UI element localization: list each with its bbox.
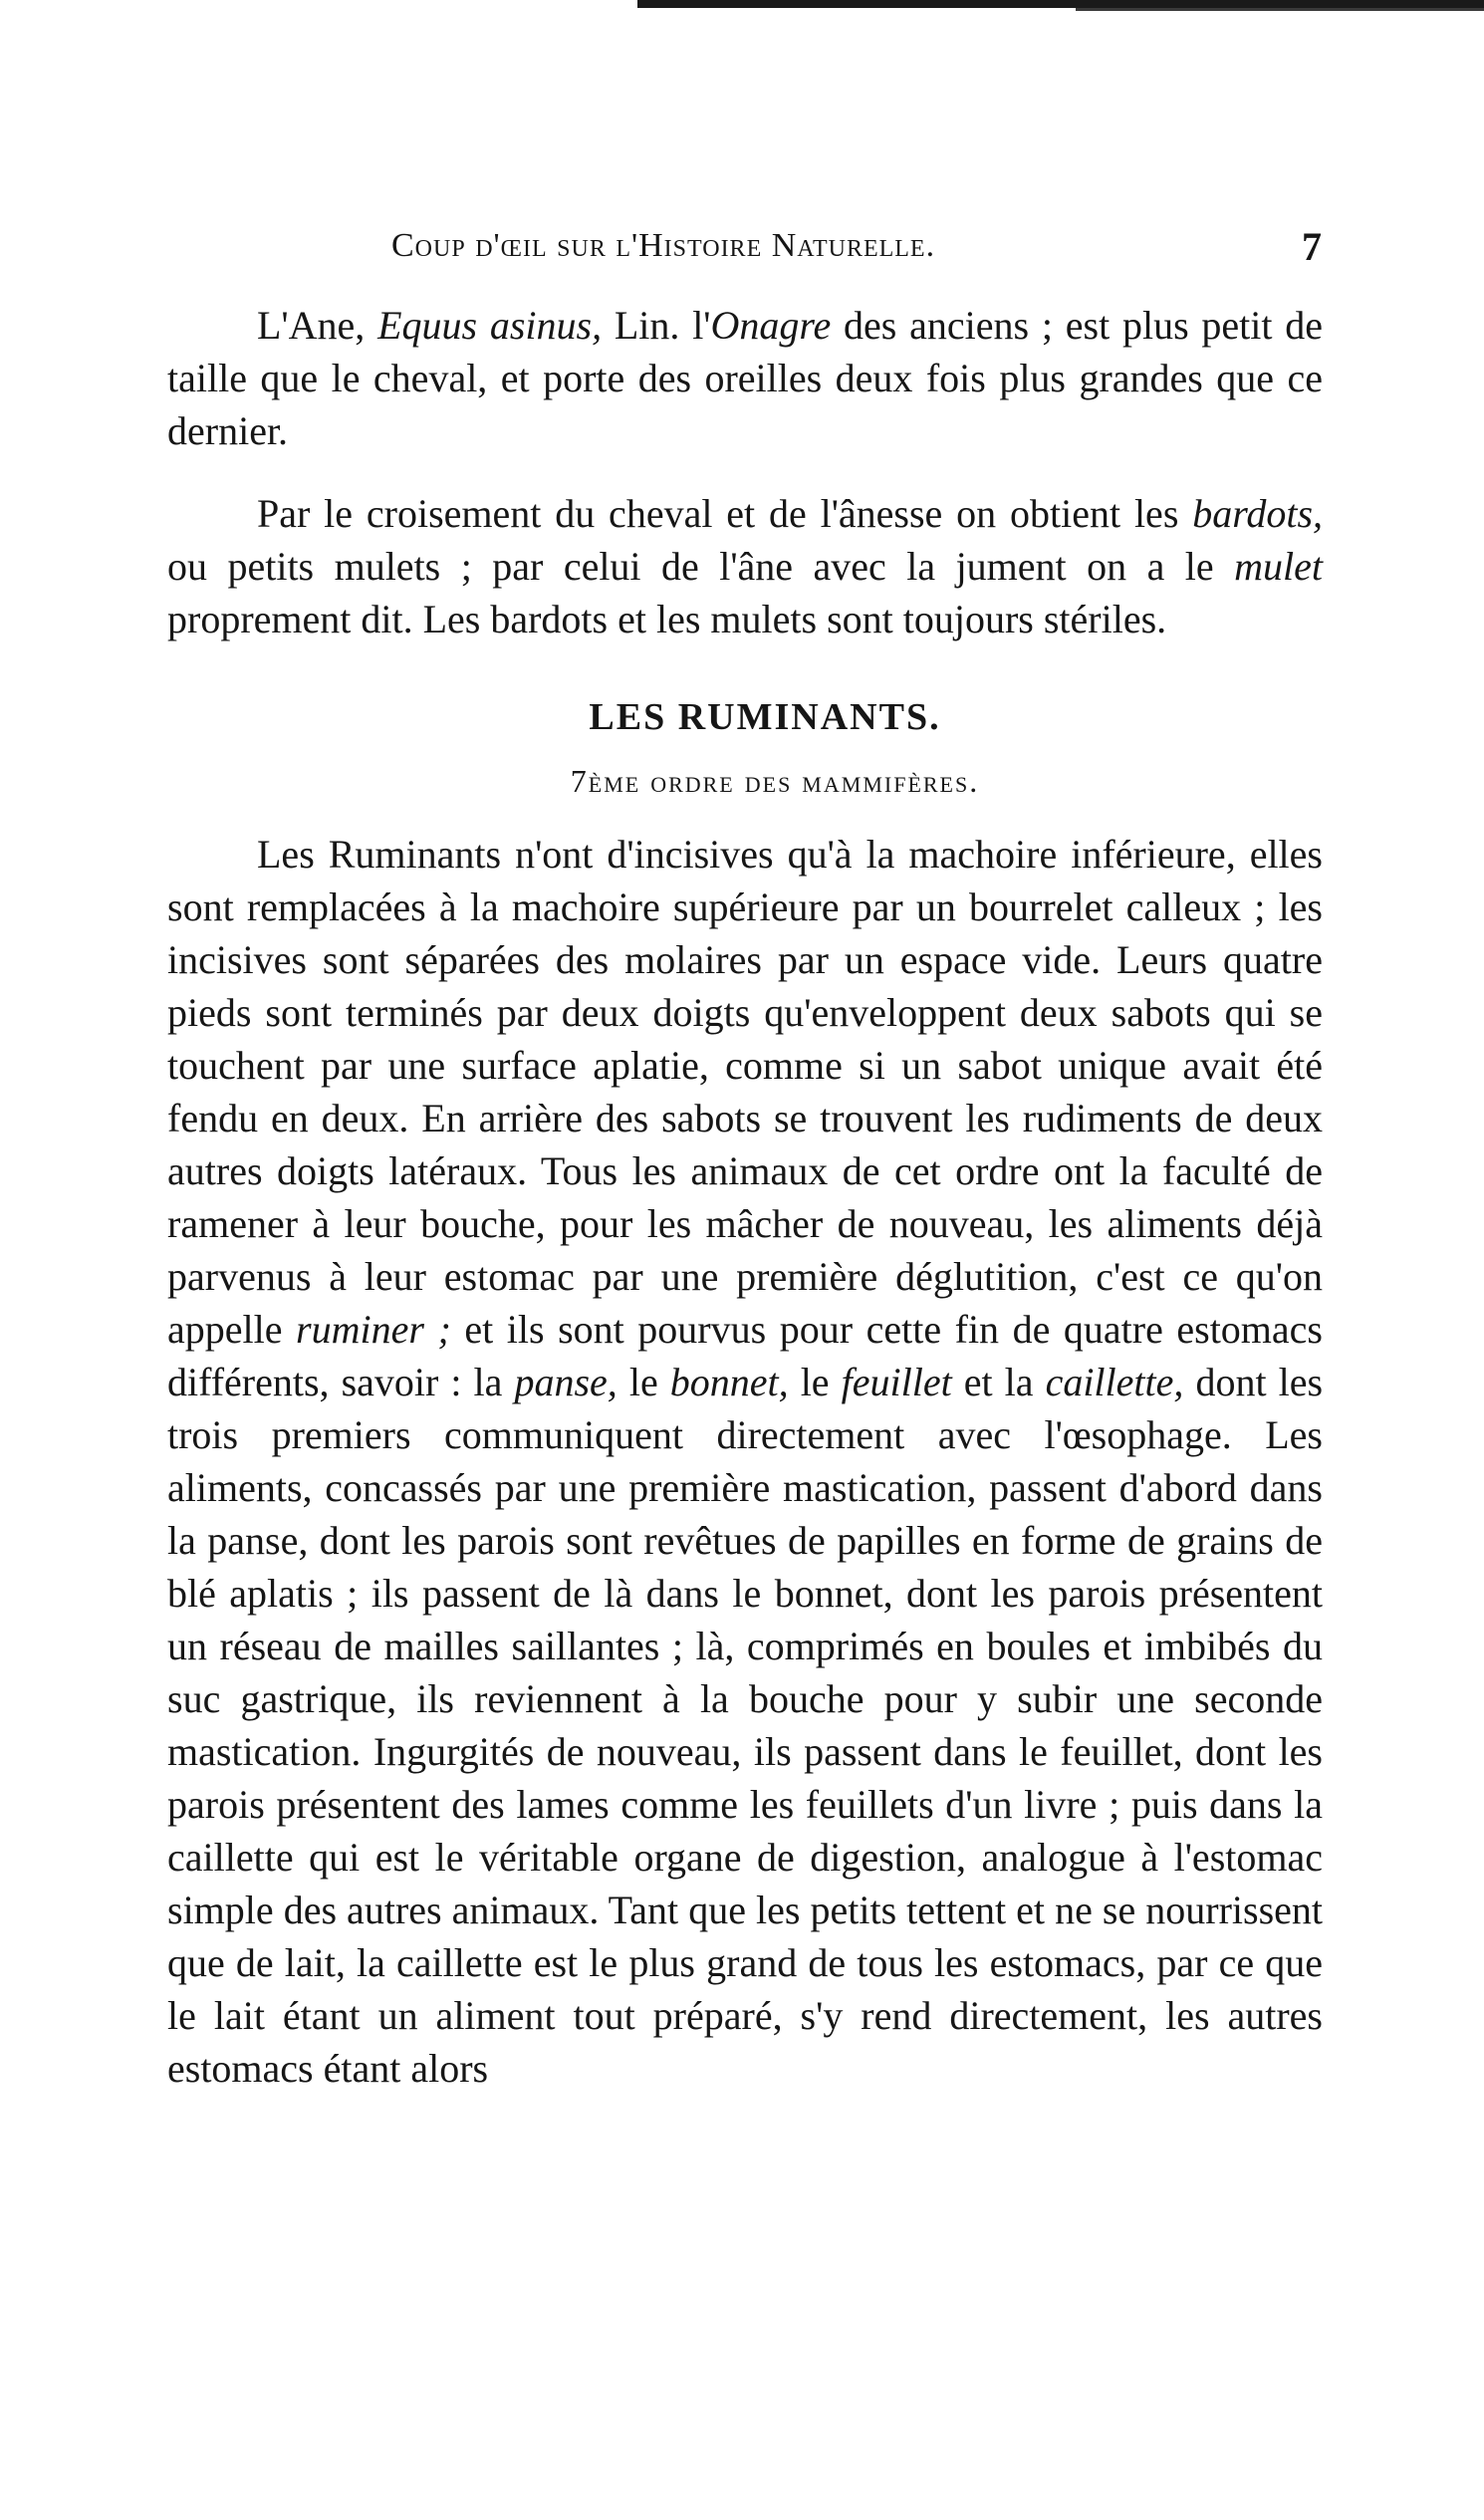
term-caillette: caillette, xyxy=(1045,1360,1184,1404)
text: dont les trois premiers communiquent directement avec l'œsophage. Les aliments, concassés par une première mastication, passent d'abord dans la panse, dont les parois sont revêtues de papilles en forme de grains de blé aplatis ; ils passent de là dans le bonnet, dont les parois présentent un réseau de mailles saillantes ; là, comprimés en boules et imbibés du suc gastrique, ils reviennent à la bouche pour y subir une seconde mastication. Ingurgités de nouveau, ils passent dans le feuillet, dont les parois présentent des lames comme les feuillets d'un livre ; puis dans la caillette qui est le véritable organe de digestion, analogue à l'estomac simple des autres animaux. Tant que les petits tettent et ne se nourrissent que de lait, la caillette est le plus grand de tous les estomacs, par ce que le lait étant un aliment tout préparé, s'y rend directement, les autres estomacs étant alors xyxy=(167,1360,1324,2091)
top-edge-rule xyxy=(637,0,1484,8)
term-onagre: Onagre xyxy=(710,303,832,348)
top-edge-rule-shadow xyxy=(1076,8,1484,11)
text: le xyxy=(800,1360,830,1404)
term-panse: panse, xyxy=(514,1360,618,1404)
text: et la xyxy=(963,1360,1034,1404)
paragraph-ane xyxy=(167,299,1323,457)
term-bardots: bardots, xyxy=(1192,491,1324,536)
term-bonnet: bonnet, xyxy=(669,1360,789,1404)
text: des anciens ; est plus petit de taille que le cheval, et porte des oreilles deux fois plus grandes que ce dernier. xyxy=(167,303,1324,453)
book-page xyxy=(167,209,1323,2095)
latin-name: Equus asinus, xyxy=(377,303,603,348)
paragraph-ruminants xyxy=(167,828,1323,2095)
section-heading: LES RUMINANTS. xyxy=(589,696,941,738)
term-ane: L'Ane, xyxy=(257,303,366,348)
section-subheading: 7ème ordre des mammifères. xyxy=(570,763,980,799)
running-head xyxy=(167,209,1323,269)
term-feuillet: feuillet xyxy=(841,1360,952,1404)
text: le xyxy=(628,1360,658,1404)
text: et ils sont pourvus pour cette fin de quatre estomacs différents, savoir : la xyxy=(167,1307,1323,1404)
text: Les Ruminants n'ont d'incisives qu'à la machoire inférieure, elles sont remplacées à la machoire supérieure par un bourrelet calleux ; les incisives sont séparées des molaires par un espace vide. Leurs quatre pieds sont terminés par deux doigts qu'enveloppent deux sabots qui se touchent par une surface aplatie, comme si un sabot unique avait été fendu en deux. En arrière des sabots se trouvent les rudiments de deux autres doigts latéraux. Tous les animaux de cet ordre ont la faculté de ramener à leur bouche, pour les mâcher de nouveau, les aliments déjà parvenus à leur estomac par une première déglutition, c'est ce qu'on appelle xyxy=(167,832,1323,1352)
page-number: 7 xyxy=(1302,224,1323,269)
paragraph-bardots xyxy=(167,487,1323,645)
running-head-title: Coup d'œil sur l'Histoire Naturelle. xyxy=(391,227,936,264)
term-mulet: mulet xyxy=(1234,544,1324,589)
term-ruminer: ruminer ; xyxy=(296,1307,451,1352)
text: Lin. l' xyxy=(614,303,711,348)
text: proprement dit. Les bardots et les mulets sont toujours stériles. xyxy=(167,597,1167,641)
text: ou petits mulets ; par celui de l'âne avec la jument on a le xyxy=(167,544,1214,589)
text: Par le croisement du cheval et de l'ânesse on obtient les xyxy=(257,491,1179,536)
